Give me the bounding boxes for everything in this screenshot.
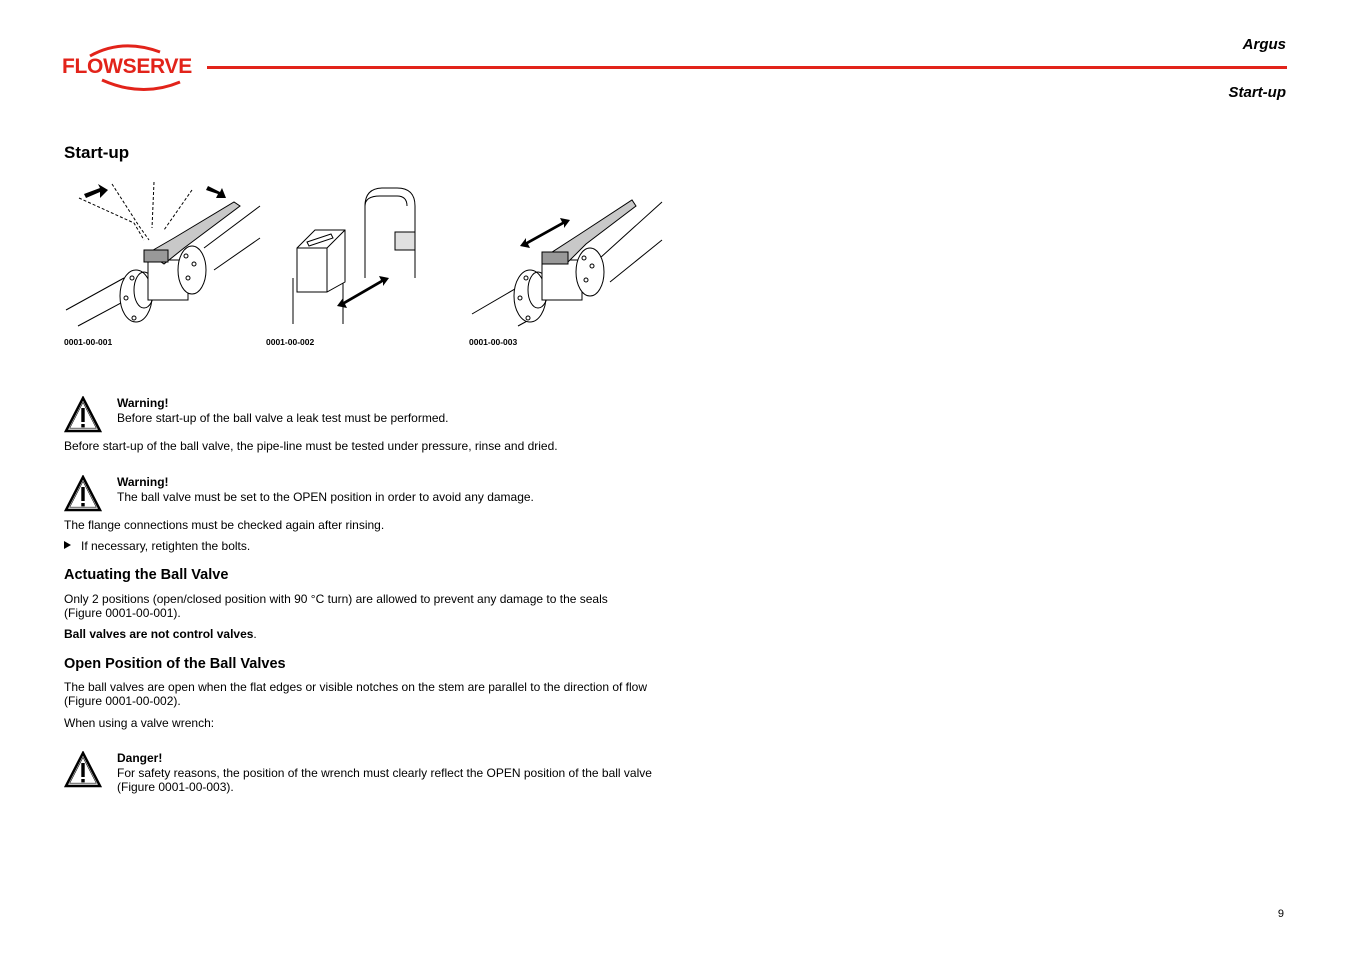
danger-title: Danger! bbox=[117, 751, 163, 765]
figure-stem-orientation bbox=[285, 178, 425, 330]
logo-text: FLOWSERVE bbox=[62, 55, 192, 78]
figure-lever-positions bbox=[64, 178, 264, 330]
warning-open-position bbox=[64, 475, 654, 515]
paragraph-actuating: Only 2 positions (open/closed position with 90 °C turn) are allowed to prevent any damage to the seals (Figure 0001-00-001). bbox=[64, 592, 608, 620]
page-title: Start-up bbox=[64, 143, 130, 162]
figure-wrench-open bbox=[470, 178, 665, 330]
header-section: Start-up bbox=[1228, 84, 1286, 101]
figure-caption-2: 0001-00-002 bbox=[266, 337, 315, 347]
warning-text: Before start-up of the ball valve a leak test must be performed. bbox=[117, 411, 449, 425]
danger-text: For safety reasons, the position of the wrench must clearly reflect the OPEN position of the ball valve (Figure 0001-00-003). bbox=[117, 766, 652, 794]
warning-title: Warning! bbox=[117, 396, 169, 410]
warning-triangle-icon bbox=[64, 751, 102, 789]
bold-note: Ball valves are not control valves bbox=[64, 627, 254, 641]
bullet-retighten bbox=[64, 539, 250, 553]
page-number: 9 bbox=[1277, 908, 1284, 920]
warning-title: Warning! bbox=[117, 475, 169, 489]
warning-leak-test bbox=[64, 396, 654, 436]
heading-open-position: Open Position of the Ball Valves bbox=[64, 656, 286, 672]
note-end: . bbox=[253, 627, 257, 641]
figure-caption-1: 0001-00-001 bbox=[64, 337, 113, 347]
paragraph-not-control bbox=[64, 627, 649, 641]
danger-wrench-position bbox=[64, 751, 654, 793]
bullet-text: If necessary, retighten the bolts. bbox=[81, 539, 251, 553]
heading-actuating: Actuating the Ball Valve bbox=[64, 567, 229, 583]
warning-triangle-icon bbox=[64, 475, 102, 513]
flowserve-logo bbox=[62, 40, 202, 96]
header-product: Argus bbox=[1242, 36, 1286, 53]
header-rule bbox=[207, 66, 1287, 69]
figure-caption-3: 0001-00-003 bbox=[469, 337, 518, 347]
paragraph-pipeline-test: Before start-up of the ball valve, the pipe-line must be tested under pressure, rinse and dried. bbox=[64, 439, 558, 453]
paragraph-open-position: The ball valves are open when the flat edges or visible notches on the stem are parallel to the direction of flow (Figure 0001-00-002). bbox=[64, 680, 648, 708]
bullet-arrow-icon bbox=[64, 541, 71, 549]
warning-triangle-icon bbox=[64, 396, 102, 434]
warning-text: The ball valve must be set to the OPEN position in order to avoid any damage. bbox=[117, 490, 534, 504]
paragraph-wrench: When using a valve wrench: bbox=[64, 716, 215, 730]
paragraph-flange-check: The flange connections must be checked again after rinsing. bbox=[64, 518, 385, 532]
